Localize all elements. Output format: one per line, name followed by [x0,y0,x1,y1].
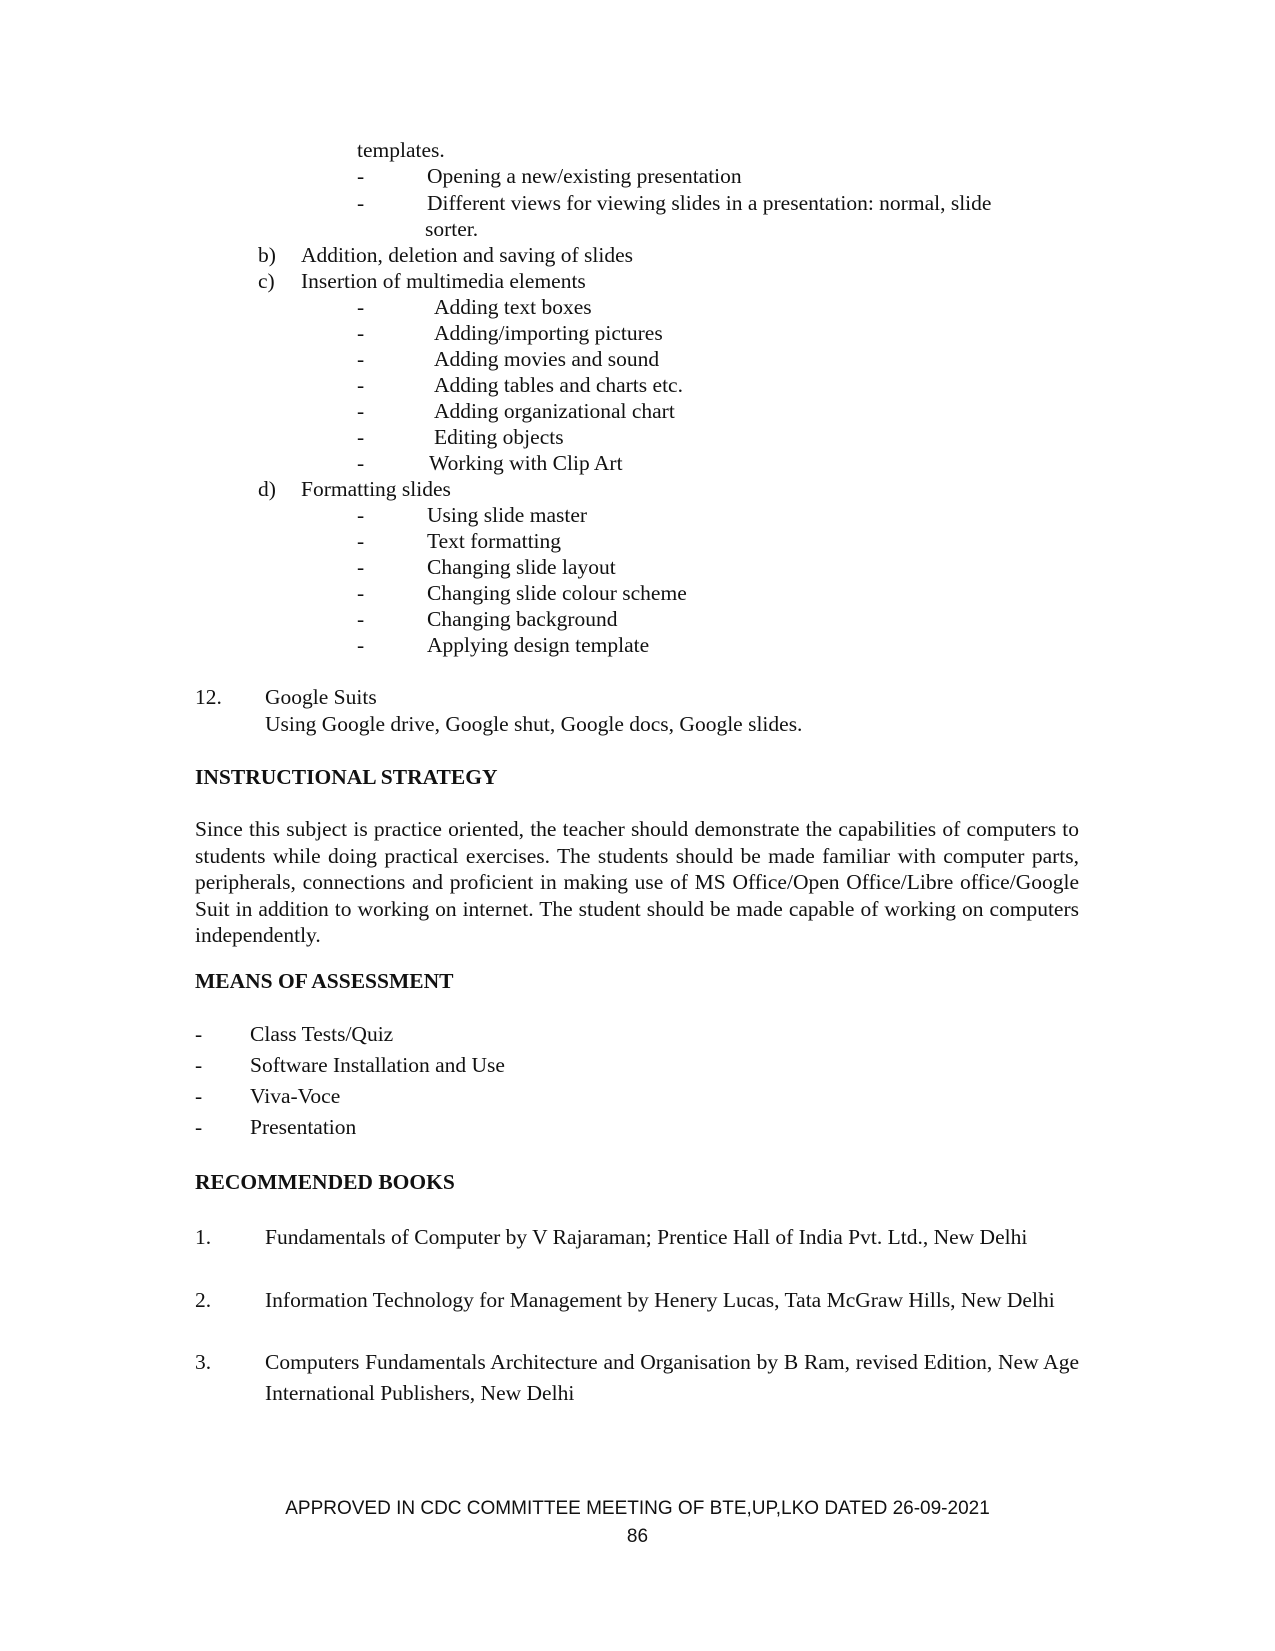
list-item: Adding movies and sound [434,347,660,371]
section-title-c: Insertion of multimedia elements [301,269,586,293]
book-number: 1. [195,1225,212,1249]
list-bullet: - [357,191,365,215]
list-item: Class Tests/Quiz [250,1022,394,1046]
list-item: Opening a new/existing presentation [427,164,742,188]
list-bullet: - [195,1115,203,1139]
list-item: Applying design template [427,633,650,657]
book-entry: Information Technology for Management by Henery Lucas, Tata McGraw Hills, New Delhi [265,1288,1055,1312]
list-bullet: - [357,425,365,449]
list-item: Changing background [427,607,618,631]
list-bullet: - [195,1084,203,1108]
paragraph-instructional-strategy: Since this subject is practice oriented, the teacher should demonstrate the capabilities of computers to students while doing practical exercises. The students should be made familiar with computer parts, peripherals, connections and proficient in making use of MS Office/Open Office/Libre office/Google Suit in addition to working on internet. The student should be made capable of working on computers independently. [195,817,1079,947]
list-bullet: - [357,399,365,423]
list-bullet: - [357,555,365,579]
list-item: Adding organizational chart [434,399,675,423]
section-label-c: c) [258,269,275,293]
item-title-12: Google Suits [265,685,377,709]
list-item: Using slide master [427,503,588,527]
list-bullet: - [357,347,365,371]
book-entry: Fundamentals of Computer by V Rajaraman; Prentice Hall of India Pvt. Ltd., New Delhi [265,1225,1028,1249]
list-item: Viva-Voce [250,1084,341,1108]
section-title-d: Formatting slides [301,477,451,501]
section-label-b: b) [258,243,276,267]
book-number: 3. [195,1350,212,1374]
continued-text: templates. [357,138,445,162]
list-item: Software Installation and Use [250,1053,505,1077]
list-item: Changing slide layout [427,555,616,579]
page-number: 86 [626,1526,649,1547]
list-bullet: - [357,607,365,631]
list-item: Text formatting [427,529,562,553]
book-entry: Computers Fundamentals Architecture and Organisation by B Ram, revised Edition, New Age International Publishers, New Delhi [265,1350,1079,1405]
list-bullet: - [357,633,365,657]
heading-recommended-books: RECOMMENDED BOOKS [195,1170,455,1194]
heading-instructional-strategy: INSTRUCTIONAL STRATEGY [195,765,498,789]
list-item: Presentation [250,1115,357,1139]
list-item: Working with Clip Art [429,451,623,475]
list-item: Editing objects [434,425,564,449]
list-bullet: - [357,321,365,345]
list-bullet: - [357,503,365,527]
book-number: 2. [195,1288,212,1312]
list-bullet: - [357,529,365,553]
list-bullet: - [357,373,365,397]
list-item: Adding text boxes [434,295,592,319]
item-number-12: 12. [195,685,222,709]
footer-approval: APPROVED IN CDC COMMITTEE MEETING OF BTE,UP,LKO DATED 26-09-2021 [285,1498,990,1519]
list-item: Changing slide colour scheme [427,581,687,605]
list-item: Adding tables and charts etc. [434,373,683,397]
section-label-d: d) [258,477,276,501]
list-bullet: - [195,1022,203,1046]
list-bullet: - [357,581,365,605]
list-bullet: - [357,295,365,319]
list-item: Different views for viewing slides in a presentation: normal, slide [427,191,992,215]
list-bullet: - [357,164,365,188]
list-item: Adding/importing pictures [434,321,663,345]
list-bullet: - [195,1053,203,1077]
item-text-12: Using Google drive, Google shut, Google docs, Google slides. [265,712,803,736]
list-item-continuation: sorter. [425,217,479,241]
section-title-b: Addition, deletion and saving of slides [301,243,634,267]
list-bullet: - [357,451,365,475]
heading-means-of-assessment: MEANS OF ASSESSMENT [195,969,454,993]
